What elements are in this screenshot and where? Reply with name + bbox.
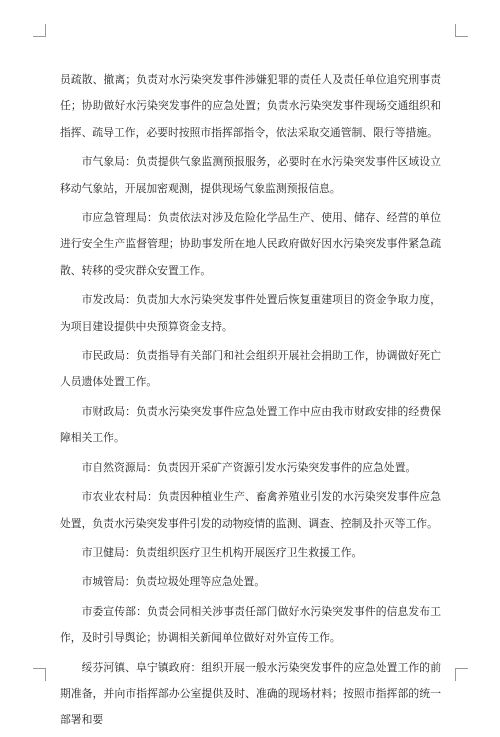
paragraph-urban-management-bureau: 市城管局：负责垃圾处理等应急处置。: [81, 575, 266, 589]
paragraph-emergency-bureau: 市应急管理局：负责依法对涉及危险化学品生产、使用、储存、经营的单位进行安全生产监督管理；协助事发所在地人民政府做好因水污染突发事件紧急疏散、转移的受灾群众安置工作。: [60, 211, 441, 277]
paragraph-town-governments: 绥芬河镇、阜宁镇政府：组织开展一般水污染突发事件的应急处置工作的前期准备，并向市指挥部办公室提供及时、准确的现场材料；按照市指挥部的统一部署和要: [60, 660, 441, 727]
crop-mark-bottom-right: [455, 668, 468, 681]
paragraph-weather-bureau: 市气象局：负责提供气象监测预报服务，必要时在水污染突发事件区域设立移动气象站，开展加密观测，提供现场气象监测预报信息。: [60, 155, 441, 195]
paragraph-publicity-department: 市委宣传部：负责会同相关涉事责任部门做好水污染突发事件的信息发布工作，及时引导舆论；协调相关新闻单位做好对外宣传工作。: [60, 604, 441, 645]
paragraph-continuation: 员疏散、撤离；负责对水污染突发事件涉嫌犯罪的责任人及责任单位追究刑事责任；协助做好水污染突发事件的应急处置；负责水污染突发事件现场交通组织和指挥、疏导工作，必要时按照市指挥部指令，依法采取交通管制、限行等措施。: [60, 73, 441, 139]
paragraph-development-bureau: 市发改局：负责加大水污染突发事件处置后恢复重建项目的资金争取力度，为项目建设提供中央预算资金支持。: [60, 293, 441, 333]
document-body: [60, 67, 441, 737]
paragraph-civil-affairs-bureau: 市民政局：负责指导有关部门和社会组织开展社会捐助工作，协调做好死亡人员遗体处置工作。: [60, 349, 441, 389]
crop-mark-top-right: [455, 24, 468, 37]
crop-mark-bottom-left: [33, 668, 46, 681]
paragraph-natural-resources-bureau: 市自然资源局：负责因开采矿产资源引发水污染突发事件的应急处置。: [81, 460, 417, 474]
paragraph-health-bureau: 市卫健局：负责组织医疗卫生机构开展医疗卫生救援工作。: [81, 545, 363, 559]
paragraph-finance-bureau: 市财政局：负责水污染突发事件应急处置工作中应由我市财政安排的经费保障相关工作。: [60, 404, 441, 445]
crop-mark-top-left: [33, 24, 46, 37]
paragraph-agriculture-bureau: 市农业农村局：负责因种植业生产、畜禽养殖业引发的水污染突发事件应急处置，负责水污染突发事件引发的动物疫情的监测、调查、控制及扑灭等工作。: [60, 490, 441, 530]
